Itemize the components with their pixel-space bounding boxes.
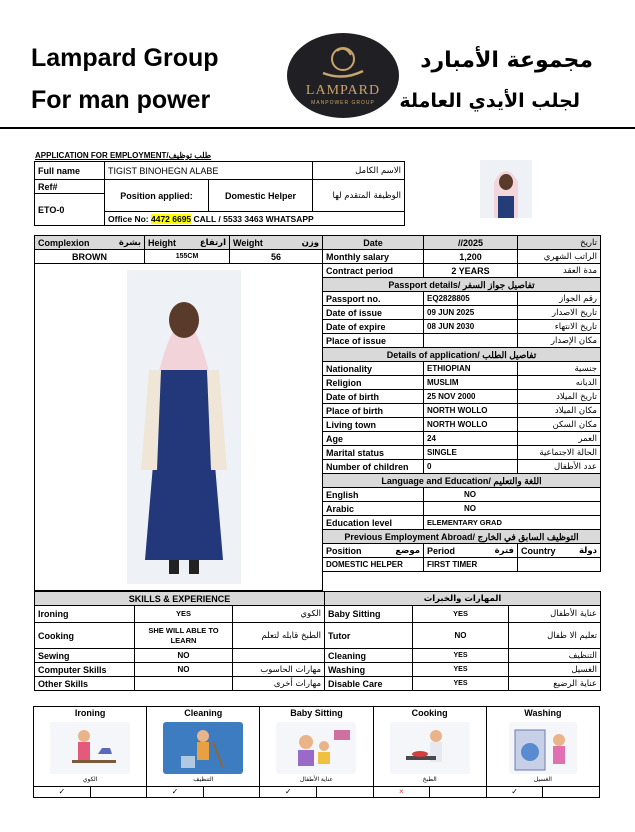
date-value: //2025 <box>424 236 518 250</box>
arabic-value: NO <box>424 502 601 516</box>
card-cleaning <box>147 707 260 787</box>
language-section-title: Language and Education/ اللغة والتعليم <box>323 474 601 488</box>
skill-computer-label: Computer Skills <box>35 663 135 677</box>
skill-cleaning-ar: التنظيف <box>509 649 601 663</box>
position-value: Domestic Helper <box>209 180 313 212</box>
logo-text: LAMPARD <box>305 83 381 98</box>
children-ar: عدد الأطفال <box>518 460 601 474</box>
skills-table <box>34 591 601 691</box>
card-cooking-mark-cell <box>373 787 486 798</box>
passport-no-ar: رقم الجواز <box>518 292 601 306</box>
card-washing-ar: الغسيل <box>533 776 552 783</box>
card-babysitting-mark-cell <box>260 787 373 798</box>
company-name-en-line2: For man power <box>31 86 211 114</box>
skill-computer-value: NO <box>135 663 233 677</box>
company-name-ar-line1: مجموعة الأمبارد <box>420 48 593 73</box>
skill-cooking-value: SHE WILL ABLE TO LEARN <box>135 623 233 649</box>
passport-section-title: Passport details/ تفاصيل جواز السفر <box>323 278 601 292</box>
birth-date-label: Date of birth <box>323 390 424 404</box>
living-town-label: Living town <box>323 418 424 432</box>
skills-title-ar: المهارات والخبرات <box>325 592 601 606</box>
card-babysitting-title: Baby Sitting <box>290 708 343 718</box>
issue-place-ar: مكان الإصدار <box>518 334 601 348</box>
issue-place-label: Place of issue <box>323 334 424 348</box>
skill-cleaning-value: YES <box>413 649 509 663</box>
height-ar: ارتفاع <box>199 237 226 248</box>
education-label: Education level <box>323 516 424 530</box>
skill-cleaning-label: Cleaning <box>325 649 413 663</box>
full-name-value: TIGIST BINOHEGN ALABE <box>105 162 313 180</box>
card-cooking-ar: الطبخ <box>422 776 437 783</box>
skill-other-value <box>135 677 233 691</box>
emp-period-label: Period <box>427 545 456 556</box>
card-washing-mark-cell <box>486 787 599 798</box>
washing-icon <box>509 722 577 774</box>
nationality-value: ETHIOPIAN <box>424 362 518 376</box>
skill-computer-ar: مهارات الحاسوب <box>233 663 325 677</box>
complexion-ar: بشرة <box>118 237 141 248</box>
skill-sewing-label: Sewing <box>35 649 135 663</box>
details-table <box>322 235 601 572</box>
religion-label: Religion <box>323 376 424 390</box>
company-name-ar-line2: لجلب الأيدي العاملة <box>399 90 580 112</box>
physical-table <box>34 235 323 591</box>
skill-babysitting-ar: عناية الأطفال <box>509 606 601 623</box>
skill-ironing-ar: الكوي <box>233 606 325 623</box>
arabic-label: Arabic <box>323 502 424 516</box>
complexion-label: Complexion <box>38 237 90 248</box>
company-name-en-line1: Lampard Group <box>31 44 219 72</box>
card-babysitting-mark: ✓ <box>260 787 317 797</box>
skill-washing-value: YES <box>413 663 509 677</box>
card-cooking-title: Cooking <box>411 708 448 718</box>
full-name-ar: الاسم الكامل <box>313 162 405 180</box>
passport-no-label: Passport no. <box>323 292 424 306</box>
complexion-value: BROWN <box>35 250 145 264</box>
card-ironing-mark-cell <box>34 787 147 798</box>
height-label: Height <box>148 237 176 248</box>
education-value: ELEMENTARY GRAD <box>424 516 601 530</box>
religion-ar: الديانه <box>518 376 601 390</box>
children-label: Number of children <box>323 460 424 474</box>
date-label: Date <box>323 236 424 250</box>
skill-other-label: Other Skills <box>35 677 135 691</box>
age-ar: العمر <box>518 432 601 446</box>
emp-country-ar: دولة <box>579 545 597 556</box>
issue-date-ar: تاريخ الاصدار <box>518 306 601 320</box>
period-label: Contract period <box>323 264 424 278</box>
birth-place-label: Place of birth <box>323 404 424 418</box>
card-cleaning-ar: التنظيف <box>193 776 214 783</box>
company-logo <box>287 33 399 118</box>
card-cleaning-mark-cell <box>147 787 260 798</box>
skill-disable-care-ar: عناية الرضيع <box>509 677 601 691</box>
emp-position-ar: موضع <box>395 545 420 556</box>
logo-subtext: MANPOWER GROUP <box>311 100 375 106</box>
marital-label: Marital status <box>323 446 424 460</box>
position-label: Position applied: <box>105 180 209 212</box>
skill-other-ar: مهارات أخرى <box>233 677 325 691</box>
weight-label: Weight <box>233 237 263 248</box>
english-label: English <box>323 488 424 502</box>
living-town-ar: مكان السكن <box>518 418 601 432</box>
card-babysitting-ar: عناية الأطفال <box>299 776 334 783</box>
salary-label: Monthly salary <box>323 250 424 264</box>
salary-ar: الراتب الشهري <box>518 250 601 264</box>
emp-position-value: DOMESTIC HELPER <box>323 558 424 572</box>
birth-place-ar: مكان الميلاد <box>518 404 601 418</box>
expire-date-ar: تاريخ الانتهاء <box>518 320 601 334</box>
complexion-header <box>35 236 145 250</box>
birth-place-value: NORTH WOLLO <box>424 404 518 418</box>
application-heading: APPLICATION FOR EMPLOYMENT/طلب توظيف <box>35 151 212 160</box>
card-ironing <box>34 707 147 787</box>
card-washing-mark: ✓ <box>487 787 544 797</box>
skill-tutor-ar: تعليم الا طفال <box>509 623 601 649</box>
card-washing <box>486 707 599 787</box>
emp-period-ar: فترة <box>494 545 514 556</box>
living-town-value: NORTH WOLLO <box>424 418 518 432</box>
card-cleaning-mark: ✓ <box>147 787 204 797</box>
emp-country-header <box>518 544 601 558</box>
expire-date-value: 08 JUN 2030 <box>424 320 518 334</box>
card-cleaning-title: Cleaning <box>184 708 223 718</box>
application-info-table <box>34 161 405 226</box>
birth-date-ar: تاريخ الميلاد <box>518 390 601 404</box>
marital-ar: الحالة الاجتماعية <box>518 446 601 460</box>
header-divider <box>0 127 635 129</box>
skill-cooking-label: Cooking <box>35 623 135 649</box>
card-babysitting <box>260 707 373 787</box>
skill-tutor-value: NO <box>413 623 509 649</box>
ref-label: Ref# <box>35 180 105 194</box>
skill-washing-ar: الغسيل <box>509 663 601 677</box>
date-ar: تاريخ <box>518 236 601 250</box>
period-ar: مدة العقد <box>518 264 601 278</box>
issue-date-value: 09 JUN 2025 <box>424 306 518 320</box>
weight-ar: وزن <box>301 237 319 248</box>
expire-date-label: Date of expire <box>323 320 424 334</box>
height-header <box>145 236 230 250</box>
english-value: NO <box>424 488 601 502</box>
skill-babysitting-label: Baby Sitting <box>325 606 413 623</box>
skill-ironing-value: YES <box>135 606 233 623</box>
office-number-highlight: 4472 6695 <box>150 213 192 224</box>
employment-section-title: Previous Employment Abroad/ التوظيف السابق في الخارج <box>323 530 601 544</box>
age-label: Age <box>323 432 424 446</box>
office-suffix: CALL / 5533 3463 WHATSAPP <box>191 213 314 224</box>
card-washing-title: Washing <box>524 708 562 718</box>
issue-place-value <box>424 334 518 348</box>
children-value: 0 <box>424 460 518 474</box>
applicant-headshot <box>480 160 532 218</box>
position-ar: الوظيفة المتقدم لها <box>313 180 405 212</box>
skill-ironing-label: Ironing <box>35 606 135 623</box>
nationality-label: Nationality <box>323 362 424 376</box>
emp-country-value <box>518 558 601 572</box>
baby-sitting-icon <box>276 722 356 774</box>
skill-cooking-ar: الطبخ قابله لتعلم <box>233 623 325 649</box>
ref-value: ETO-0 <box>35 194 105 226</box>
age-value: 24 <box>424 432 518 446</box>
birth-date-value: 25 NOV 2000 <box>424 390 518 404</box>
card-cooking <box>373 707 486 787</box>
applicant-full-photo <box>127 270 241 584</box>
skills-title-en: SKILLS & EXPERIENCE <box>35 592 325 606</box>
emp-position-header <box>323 544 424 558</box>
emp-country-label: Country <box>521 545 556 556</box>
skill-sewing-ar <box>233 649 325 663</box>
card-ironing-mark: ✓ <box>34 787 91 797</box>
passport-no-value: EQ2828805 <box>424 292 518 306</box>
office-prefix: Office No: <box>108 213 151 224</box>
cooking-icon <box>390 722 470 774</box>
skill-disable-care-value: YES <box>413 677 509 691</box>
card-ironing-ar: الكوي <box>82 776 98 783</box>
details-section-title: Details of application/ تفاصيل الطلب <box>323 348 601 362</box>
salary-value: 1,200 <box>424 250 518 264</box>
card-cooking-mark: × <box>374 787 431 797</box>
issue-date-label: Date of issue <box>323 306 424 320</box>
height-value: 155CM <box>145 250 230 264</box>
marital-value: SINGLE <box>424 446 518 460</box>
skill-sewing-value: NO <box>135 649 233 663</box>
card-ironing-title: Ironing <box>74 708 106 718</box>
skill-disable-care-label: Disable Care <box>325 677 413 691</box>
full-name-label: Full name <box>35 162 105 180</box>
full-body-photo-cell <box>35 264 323 591</box>
office-phone <box>105 212 405 226</box>
emp-position-label: Position <box>326 545 362 556</box>
skill-washing-label: Washing <box>325 663 413 677</box>
weight-value: 56 <box>230 250 323 264</box>
skill-babysitting-value: YES <box>413 606 509 623</box>
period-value: 2 YEARS <box>424 264 518 278</box>
emp-period-header <box>424 544 518 558</box>
emp-period-value: FIRST TIMER <box>424 558 518 572</box>
religion-value: MUSLIM <box>424 376 518 390</box>
ironing-icon <box>50 722 130 774</box>
cleaning-icon <box>163 722 243 774</box>
skill-tutor-label: Tutor <box>325 623 413 649</box>
weight-header <box>230 236 323 250</box>
skill-cards-table <box>33 706 600 798</box>
nationality-ar: جنسية <box>518 362 601 376</box>
